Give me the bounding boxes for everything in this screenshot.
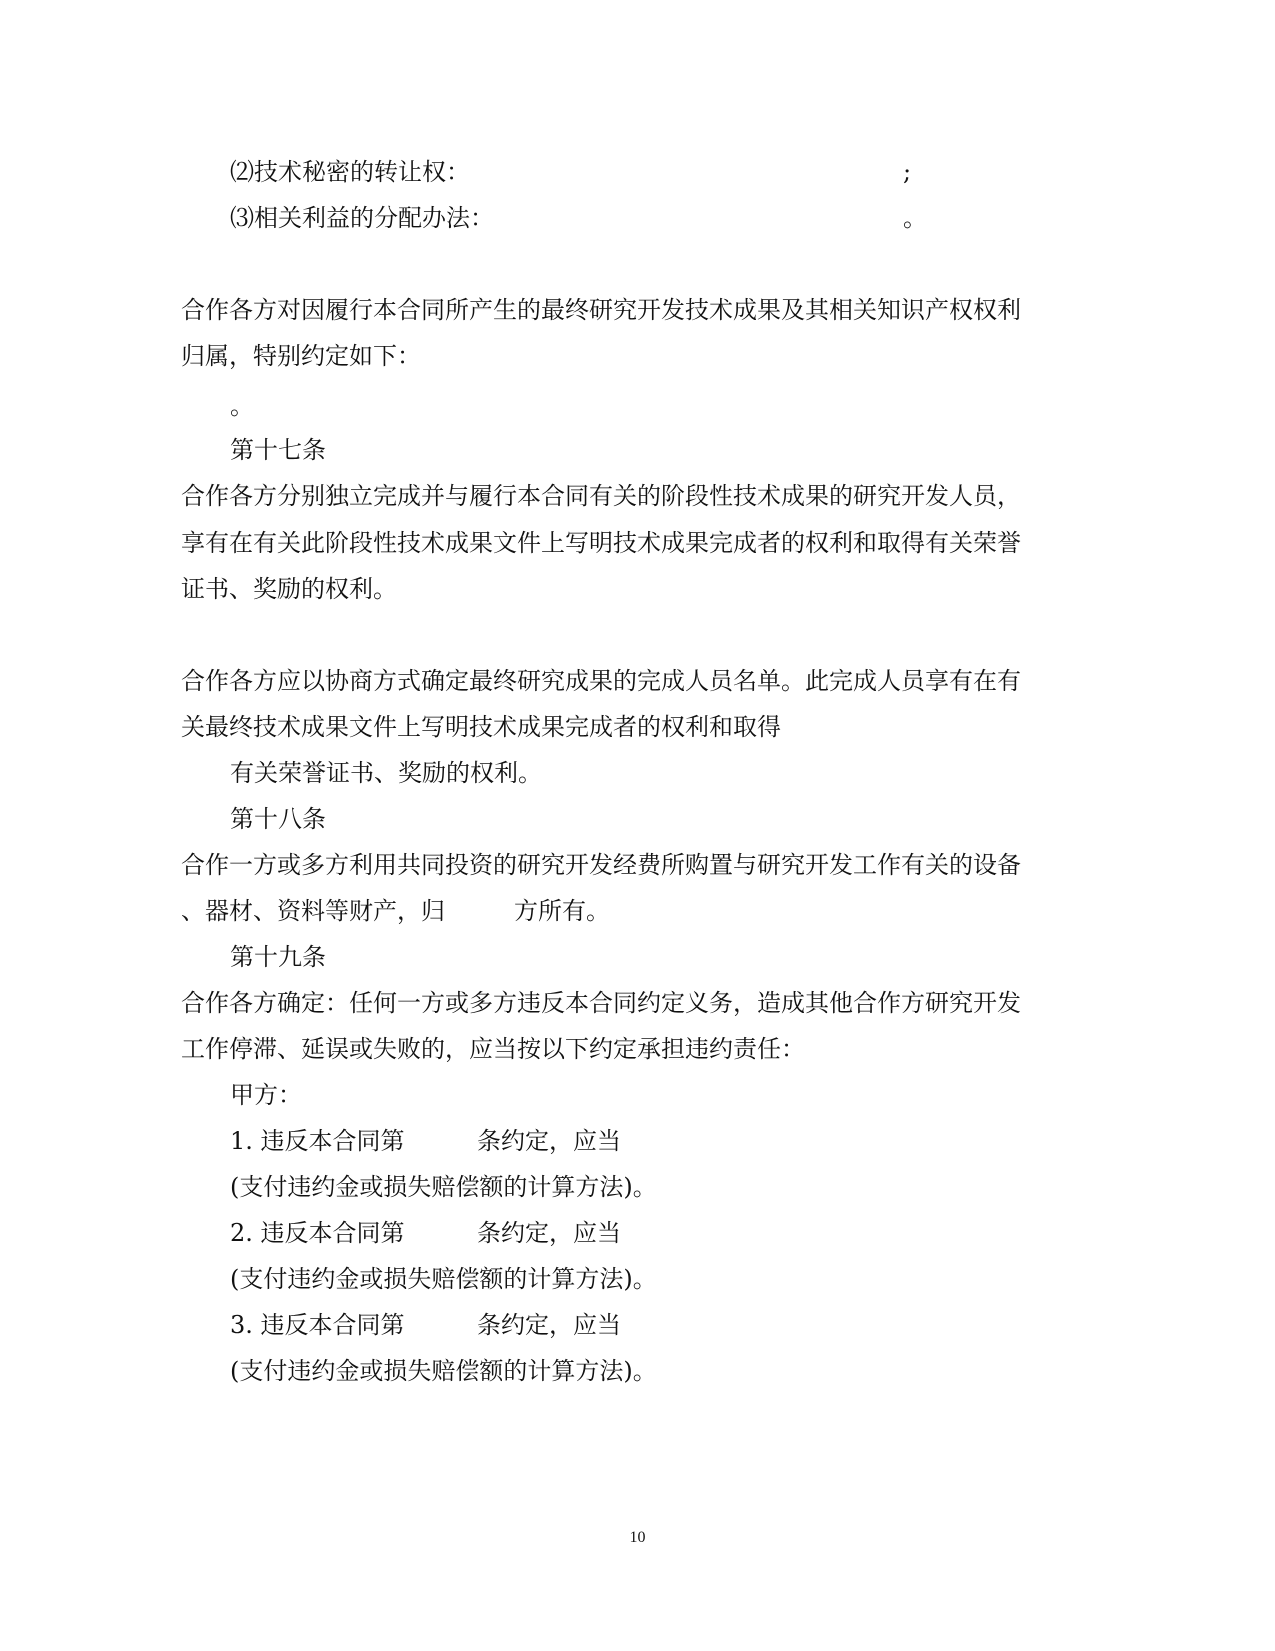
breach-clause-start: 2. 违反本合同第	[230, 1219, 405, 1247]
breach-clause-start: 3. 违反本合同第	[230, 1311, 405, 1339]
article-17-paragraph-line: 合作各方分别独立完成并与履行本合同有关的阶段性技术成果的研究开发人员，	[181, 482, 1021, 510]
article-19-paragraph-line: 工作停滞、延误或失败的，应当按以下约定承担违约责任：	[181, 1035, 805, 1063]
article-18-title: 第十八条	[230, 805, 326, 833]
item2-label: ⑵技术秘密的转让权：	[230, 158, 470, 186]
party-label: 甲方：	[230, 1081, 302, 1109]
article-19-title: 第十九条	[230, 943, 326, 971]
article-17-paragraph-line: 有关荣誉证书、奖励的权利。	[230, 759, 542, 787]
article-17-paragraph-line: 享有在有关此阶段性技术成果文件上写明技术成果完成者的权利和取得有关荣誉	[181, 529, 1021, 557]
breach-clause-start: 1. 违反本合同第	[230, 1127, 405, 1155]
ownership-paragraph-line: 归属，特别约定如下：	[181, 342, 421, 370]
page-number: 10	[629, 1529, 646, 1546]
article-17-paragraph-line: 合作各方应以协商方式确定最终研究成果的完成人员名单。此完成人员享有在有	[181, 667, 1021, 695]
article-18-paragraph-line: 合作一方或多方利用共同投资的研究开发经费所购置与研究开发工作有关的设备	[181, 851, 1021, 879]
breach-clause-method: (支付违约金或损失赔偿额的计算方法)。	[230, 1173, 657, 1201]
article-19-paragraph-line: 合作各方确定：任何一方或多方违反本合同约定义务，造成其他合作方研究开发	[181, 989, 1021, 1017]
breach-clause-end: 条约定，应当	[477, 1219, 621, 1247]
ownership-blank-end: 。	[230, 392, 254, 420]
article-17-paragraph-line: 关最终技术成果文件上写明技术成果完成者的权利和取得	[181, 713, 781, 741]
breach-clause-method: (支付违约金或损失赔偿额的计算方法)。	[230, 1265, 657, 1293]
article-17-paragraph-line: 证书、奖励的权利。	[181, 575, 397, 603]
article-18-paragraph-line: 、器材、资料等财产，归	[181, 897, 445, 925]
article-17-title: 第十七条	[230, 436, 326, 464]
breach-clause-end: 条约定，应当	[477, 1311, 621, 1339]
breach-clause-method: (支付违约金或损失赔偿额的计算方法)。	[230, 1357, 657, 1385]
item3-label: ⑶相关利益的分配办法：	[230, 204, 494, 232]
breach-clause-end: 条约定，应当	[477, 1127, 621, 1155]
item3-end-mark: 。	[903, 204, 927, 232]
article-18-paragraph-line: 方所有。	[514, 897, 610, 925]
ownership-paragraph-line: 合作各方对因履行本合同所产生的最终研究开发技术成果及其相关知识产权权利	[181, 296, 1021, 324]
item2-end-mark: ;	[903, 158, 912, 186]
